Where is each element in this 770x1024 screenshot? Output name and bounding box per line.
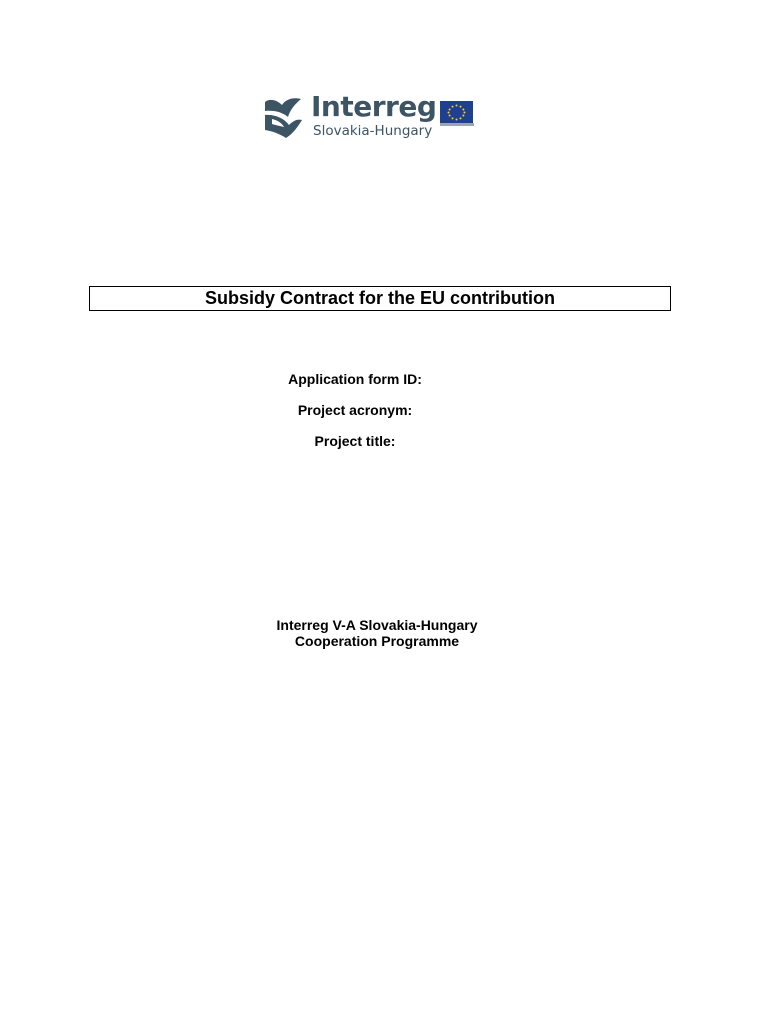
interreg-subtitle: Slovakia-Hungary [313,123,433,139]
interreg-wordmark: Interreg [311,90,437,123]
application-form-id-label: Application form ID: [288,371,422,387]
interreg-logo [262,90,474,144]
programme-line-2: Cooperation Programme [294,633,460,649]
programme-name [0,617,754,649]
programme-line-1: Interreg V-A Slovakia-Hungary [276,617,478,633]
interreg-mark-icon [262,96,304,140]
project-title-label: Project title: [314,433,396,449]
eu-flag-icon [440,101,473,123]
document-title: Subsidy Contract for the EU contribution [89,286,671,311]
project-acronym-label: Project acronym: [297,402,413,418]
eu-flag-caption [440,123,474,126]
